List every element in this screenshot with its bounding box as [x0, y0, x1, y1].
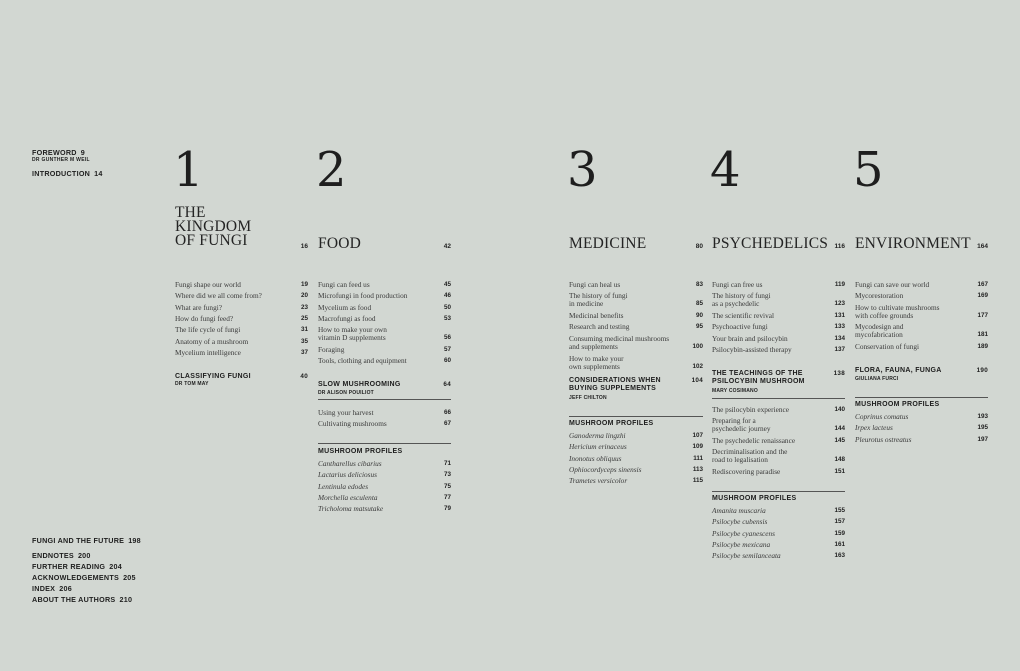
toc-entry-page: 46	[443, 292, 451, 300]
toc-entry[interactable]	[175, 281, 308, 289]
toc-entry-title: What are fungi?	[175, 302, 222, 312]
toc-entry[interactable]	[569, 335, 703, 351]
toc-entry-title: How to cultivate mushrooms with coffee grounds	[855, 302, 940, 320]
feature-author: GIULIANA FURCI	[855, 376, 899, 382]
toc-entry-page: 177	[977, 311, 988, 319]
feature-page: 138	[833, 370, 845, 377]
profile-entry-title: Amanita muscaria	[712, 506, 766, 515]
toc-entry-page: 23	[300, 303, 308, 311]
feature-page: 104	[691, 377, 703, 384]
toc-entry-page: 189	[977, 343, 988, 351]
toc-entry-title: Consuming medicinal mushrooms and supplements	[569, 333, 670, 351]
chapter-page: 164	[977, 243, 988, 250]
toc-entry-title: Psychoactive fungi	[712, 322, 768, 332]
profiles-heading: MUSHROOM PROFILES	[569, 420, 654, 427]
toc-endnotes[interactable]	[32, 550, 141, 561]
toc-entry-page: 56	[443, 334, 451, 342]
profile-entry-title: Tricholoma matsutake	[318, 504, 384, 514]
toc-entry[interactable]	[175, 349, 308, 357]
profile-entry[interactable]	[318, 460, 451, 468]
profiles-heading: MUSHROOM PROFILES	[318, 448, 403, 455]
profile-entry-page: 109	[692, 443, 703, 451]
toc-entry-page: 66	[443, 409, 451, 416]
toc-entry-page: 25	[300, 314, 308, 322]
chapter-3-column	[569, 0, 703, 671]
toc-entry-page: 119	[834, 281, 845, 288]
toc-entry-page: 151	[834, 468, 845, 476]
profile-entry-page: 161	[834, 540, 845, 548]
toc-entry[interactable]	[712, 437, 845, 445]
divider	[855, 397, 988, 398]
chapter-page: 116	[834, 243, 845, 250]
toc-entry[interactable]	[175, 326, 308, 334]
profile-entry-title: Pleurotus ostreatus	[855, 434, 912, 444]
back-page: 200	[77, 551, 91, 560]
chapter-title[interactable]: FOOD	[318, 235, 362, 252]
toc-entry-title: Microfungi in food production	[318, 291, 408, 301]
feature-page: 64	[443, 381, 451, 388]
chapter-5-column	[855, 0, 988, 671]
toc-acknowledgements[interactable]	[32, 572, 141, 583]
toc-entry-title: Tools, clothing and equipment	[318, 356, 407, 366]
toc-entry-page: 123	[834, 300, 845, 308]
profile-entry-title: Cantharellus cibarius	[318, 459, 382, 468]
toc-entry-title: The history of fungi as a psychedelic	[712, 291, 771, 309]
profile-entry-page: 163	[834, 552, 845, 560]
toc-entry[interactable]	[318, 357, 451, 365]
back-label: INDEX	[32, 584, 56, 593]
toc-entry[interactable]	[569, 323, 703, 331]
feature-title: CONSIDERATIONS WHEN BUYING SUPPLEMENTS	[569, 377, 661, 392]
profile-entry-title: Morchella esculenta	[318, 492, 378, 502]
feature-author: DR TOM MAY	[175, 381, 209, 387]
profile-entry-page: 107	[692, 432, 703, 439]
profile-entry-page: 155	[834, 507, 845, 514]
profile-entry[interactable]	[855, 413, 988, 421]
front-matter	[32, 147, 103, 179]
profile-entry[interactable]	[569, 443, 703, 451]
profile-entry[interactable]	[569, 477, 703, 485]
toc-entry[interactable]	[569, 355, 703, 371]
chapter-title[interactable]: ENVIRONMENT	[855, 235, 971, 252]
toc-entry-title: Preparing for a psychedelic journey	[712, 416, 771, 434]
toc-entry-title: Macrofungi as food	[318, 313, 376, 323]
toc-entry-title: Fungi shape our world	[175, 280, 241, 289]
toc-entry[interactable]	[318, 292, 451, 300]
toc-entry-page: 133	[834, 323, 845, 331]
chapter-number: 4	[710, 142, 741, 198]
toc-entry-page: 90	[695, 312, 703, 320]
back-label: ENDNOTES	[32, 551, 74, 560]
toc-entry-title: Your brain and psilocybin	[712, 333, 788, 343]
back-page: 210	[119, 595, 133, 604]
toc-entry[interactable]	[569, 292, 703, 308]
toc-entry[interactable]	[712, 417, 845, 433]
chapter-4-column	[712, 0, 845, 671]
profile-entry-page: 77	[443, 493, 451, 501]
foreword-author: DR GUNTHER M WEIL	[32, 157, 90, 163]
toc-entry-page: 167	[977, 281, 988, 288]
toc-entry-page: 60	[443, 357, 451, 365]
toc-entry-page: 53	[443, 314, 451, 322]
chapter-number: 5	[853, 142, 884, 198]
profile-entry-title: Psilocybe cyanescens	[712, 528, 776, 538]
profile-entry-page: 193	[977, 413, 988, 420]
toc-entry-title: Mycodesign and mycofabrication	[855, 322, 904, 340]
toc-entry[interactable]	[855, 343, 988, 351]
toc-entry-page: 131	[834, 312, 845, 320]
toc-entry-page: 181	[977, 331, 988, 339]
toc-entry-page: 50	[443, 303, 451, 311]
feature-title: THE TEACHINGS OF THE PSILOCYBIN MUSHROOM	[712, 370, 805, 385]
toc-entry-title: How to make your own supplements	[569, 353, 624, 371]
chapter-2-column	[318, 0, 451, 671]
toc-entry-title: The psychedelic renaissance	[712, 436, 796, 446]
toc-entry-title: Where did we all come from?	[175, 291, 262, 301]
toc-entry[interactable]	[175, 304, 308, 312]
profile-entry-title: Coprinus comatus	[855, 412, 909, 421]
foreword-label: FOREWORD	[32, 148, 77, 157]
profile-entry-page: 75	[443, 482, 451, 490]
chapter-number: 3	[567, 142, 598, 198]
toc-entry-page: 67	[443, 420, 451, 428]
feature-author: MARY COSIMANO	[712, 388, 758, 394]
toc-entry-title: The life cycle of fungi	[175, 325, 241, 335]
toc-entry[interactable]	[855, 304, 988, 320]
profile-entry-title: Ophiocordyceps sinensis	[569, 464, 642, 474]
profile-entry-page: 157	[834, 518, 845, 526]
chapter-page: 16	[300, 243, 308, 250]
feature-title: CLASSIFYING FUNGI	[175, 373, 251, 380]
feature-section[interactable]	[318, 381, 451, 389]
profile-entry[interactable]	[569, 466, 703, 474]
toc-entry[interactable]	[318, 346, 451, 354]
toc-entry-page: 85	[695, 300, 703, 308]
profile-entry-title: Psilocybe mexicana	[712, 539, 771, 549]
feature-page: 40	[300, 373, 308, 380]
toc-entry-title: Psilocybin-assisted therapy	[712, 345, 792, 354]
toc-entry-page: 145	[834, 437, 845, 445]
profile-entry-page: 111	[693, 454, 703, 462]
profile-entry-page: 195	[977, 424, 988, 432]
toc-entry-page: 144	[834, 425, 845, 433]
toc-entry-title: Fungi can save our world	[855, 280, 930, 289]
back-page: 205	[123, 573, 136, 582]
profile-entry-title: Irpex lacteus	[855, 423, 893, 433]
profile-entry[interactable]	[569, 432, 703, 440]
toc-entry-page: 83	[695, 281, 703, 288]
chapter-number: 2	[316, 142, 347, 198]
toc-entry-title: Fungi can heal us	[569, 280, 621, 289]
divider	[712, 491, 845, 492]
profile-entry[interactable]	[318, 494, 451, 502]
toc-entry-title: Conservation of fungi	[855, 342, 920, 352]
profile-entry[interactable]	[318, 483, 451, 491]
profiles-heading: MUSHROOM PROFILES	[855, 401, 940, 408]
introduction-label: INTRODUCTION	[32, 169, 91, 178]
toc-entry-title: Fungi can feed us	[318, 280, 370, 289]
back-label: FURTHER READING	[32, 562, 106, 571]
profile-entry[interactable]	[712, 518, 845, 526]
toc-entry[interactable]	[569, 281, 703, 289]
toc-entry-title: How do fungi feed?	[175, 313, 234, 323]
toc-entry-page: 169	[977, 292, 988, 300]
toc-entry[interactable]	[712, 292, 845, 308]
toc-entry-page: 57	[443, 346, 451, 353]
profile-entry-page: 71	[443, 460, 451, 467]
toc-entry[interactable]	[175, 315, 308, 323]
profile-entry-page: 115	[692, 477, 703, 485]
profile-entry[interactable]	[855, 424, 988, 432]
divider	[318, 443, 451, 444]
toc-entry-title: Medicinal benefits	[569, 311, 624, 321]
feature-section[interactable]	[569, 377, 703, 393]
toc-entry-page: 137	[834, 346, 845, 353]
toc-entry[interactable]	[318, 304, 451, 312]
back-page: 198	[128, 536, 141, 545]
toc-index[interactable]	[32, 583, 141, 594]
profile-entry-page: 159	[834, 529, 845, 537]
chapter-page: 80	[695, 243, 703, 250]
toc-entry[interactable]	[569, 312, 703, 320]
toc-entry-title: Foraging	[318, 345, 345, 354]
toc-entry[interactable]	[712, 281, 845, 289]
back-label: FUNGI AND THE FUTURE	[32, 536, 125, 545]
toc-entry-page: 31	[300, 326, 308, 334]
back-label: ABOUT THE AUTHORS	[32, 595, 116, 604]
toc-entry-title: Using your harvest	[318, 408, 374, 417]
profile-entry-title: Psilocybe semilanceata	[712, 551, 781, 561]
toc-entry-title: Anatomy of a mushroom	[175, 336, 249, 346]
foreword-page: 9	[80, 148, 85, 157]
feature-section[interactable]	[175, 373, 308, 381]
toc-entry-page: 37	[300, 348, 308, 356]
toc-entry-title: Rediscovering paradise	[712, 467, 781, 477]
toc-entry-title: Mycelium as food	[318, 302, 372, 312]
toc-entry[interactable]	[175, 292, 308, 300]
toc-entry-title: Mycorestoration	[855, 291, 904, 301]
toc-entry[interactable]	[712, 468, 845, 476]
divider	[318, 399, 451, 400]
toc-entry[interactable]	[855, 323, 988, 339]
toc-entry-page: 35	[300, 337, 308, 345]
toc-entry-title: Research and testing	[569, 322, 630, 332]
profile-entry-title: Ganoderma lingzhi	[569, 431, 626, 440]
profile-entry[interactable]	[569, 455, 703, 463]
profile-entry-page: 79	[443, 505, 451, 513]
back-page: 204	[109, 562, 122, 571]
profile-entry[interactable]	[855, 436, 988, 444]
profile-entry-page: 113	[692, 465, 703, 473]
toc-entry-title: The psilocybin experience	[712, 405, 789, 414]
toc-entry-page: 134	[834, 334, 845, 342]
toc-entry[interactable]	[318, 326, 451, 342]
profile-entry-title: Inonotus obliquus	[569, 453, 622, 463]
toc-entry[interactable]	[712, 346, 845, 354]
chapter-title[interactable]: MEDICINE	[569, 235, 647, 252]
toc-further-reading[interactable]	[32, 561, 141, 572]
feature-author: JEFF CHILTON	[569, 395, 607, 401]
divider	[712, 398, 845, 399]
toc-entry-page: 102	[692, 362, 703, 370]
toc-entry-page: 100	[692, 342, 703, 350]
feature-section[interactable]	[712, 370, 845, 386]
profile-entry-page: 197	[977, 435, 988, 443]
toc-entry[interactable]	[318, 420, 451, 428]
toc-entry-page: 95	[695, 323, 703, 331]
introduction-page: 14	[94, 169, 103, 178]
toc-entry-page: 45	[443, 281, 451, 288]
toc-entry-title: The history of fungi in medicine	[569, 291, 628, 309]
toc-entry-page: 19	[300, 281, 308, 288]
chapter-1-column	[175, 0, 308, 671]
toc-entry[interactable]	[712, 406, 845, 414]
toc-entry[interactable]	[318, 281, 451, 289]
feature-page: 190	[976, 367, 988, 374]
chapter-title[interactable]: THE KINGDOM OF FUNGI	[175, 204, 252, 249]
profile-entry-title: Psilocybe cubensis	[712, 517, 768, 527]
toc-entry[interactable]	[712, 312, 845, 320]
profile-entry[interactable]	[318, 471, 451, 479]
toc-entry-title: Fungi can free us	[712, 280, 763, 289]
profile-entry[interactable]	[712, 507, 845, 515]
toc-entry-title: The scientific revival	[712, 311, 774, 321]
toc-entry[interactable]	[855, 281, 988, 289]
profile-entry-page: 73	[443, 471, 451, 479]
profile-entry[interactable]	[712, 530, 845, 538]
toc-entry-title: Cultivating mushrooms	[318, 419, 387, 429]
profile-entry[interactable]	[712, 552, 845, 560]
profile-entry-title: Hericium erinaceus	[569, 442, 627, 452]
toc-entry[interactable]	[712, 323, 845, 331]
toc-introduction[interactable]	[32, 168, 103, 179]
profile-entry-title: Trametes versicolor	[569, 476, 628, 486]
toc-entry[interactable]	[712, 335, 845, 343]
back-page: 206	[59, 584, 72, 593]
chapter-number: 1	[173, 142, 204, 198]
feature-author: DR ALISON POUILIOT	[318, 390, 374, 396]
feature-title: FLORA, FAUNA, FUNGA	[855, 367, 942, 374]
back-label: ACKNOWLEDGEMENTS	[32, 573, 120, 582]
toc-entry[interactable]	[855, 292, 988, 300]
toc-entry[interactable]	[175, 338, 308, 346]
profile-entry-title: Lactarius deliciosus	[318, 470, 377, 480]
chapter-title[interactable]: PSYCHEDELICS	[712, 235, 829, 252]
toc-entry-title: How to make your own vitamin D supplements	[318, 325, 387, 343]
feature-section[interactable]	[855, 367, 988, 375]
toc-entry-title: Decriminalisation and the road to legalisation	[712, 447, 788, 465]
feature-title: SLOW MUSHROOMING	[318, 381, 401, 388]
toc-entry[interactable]	[318, 409, 451, 417]
toc-entry-page: 140	[834, 406, 845, 413]
toc-entry-page: 148	[834, 456, 845, 464]
profile-entry-title: Lentinula edodes	[318, 481, 369, 491]
profile-entry[interactable]	[318, 505, 451, 513]
back-matter	[32, 535, 141, 605]
toc-entry-title: Mycelium intelligence	[175, 347, 241, 357]
divider	[569, 416, 703, 417]
toc-entry-page: 20	[300, 292, 308, 300]
toc-fungi-future[interactable]	[32, 535, 141, 546]
chapter-page: 42	[443, 243, 451, 250]
profile-entry[interactable]	[712, 541, 845, 549]
toc-about-authors[interactable]	[32, 594, 141, 605]
toc-entry[interactable]	[318, 315, 451, 323]
toc-entry[interactable]	[712, 448, 845, 464]
profiles-heading: MUSHROOM PROFILES	[712, 495, 797, 502]
